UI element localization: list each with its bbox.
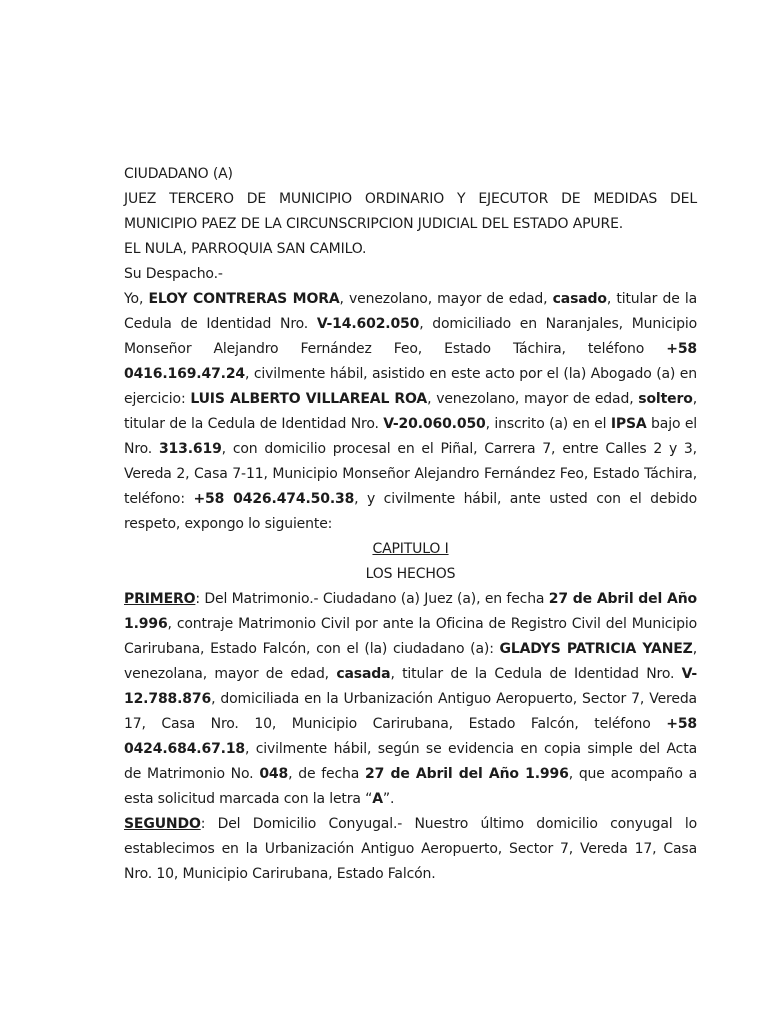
addressee-line: CIUDADANO (A) xyxy=(124,166,233,182)
intro-paragraph: Yo, ELOY CONTRERAS MORA, venezolano, mayor de edad, casado, titular de la Cedula de Identidad Nro. V-14.602.050, domiciliado en Naranjales, Municipio Monseñor Alejandro Fernández Feo, Estado Táchira, teléfono +58 0416.169.47.24, civilmente hábil, asistido en este acto por el (la) Abogado (a) en ejercicio: LUIS ALBERTO VILLAREAL ROA, venezolano, mayor de edad, soltero, titular de la Cedula de Identidad Nro. V-20.060.050, inscrito (a) en el IPSA bajo el Nro. 313.619, con domicilio procesal en el Piñal, Carrera 7, entre Calles 2 y 3, Vereda 2, Casa 7-11, Municipio Monseñor Alejandro Fernández Feo, Estado Táchira, teléfono: +58 0426.474.50.38, y civilmente hábil, ante usted con el debido respeto, expongo lo siguiente: xyxy=(124,291,698,532)
segundo-paragraph: SEGUNDO: Del Domicilio Conyugal.- Nuestro último domicilio conyugal lo establecimos en la Urbanización Antiguo Aeropuerto, Sector 7, Vereda 17, Casa Nro. 10, Municipio Carirubana, Estado Falcón. xyxy=(124,816,697,882)
petitioner-phone: +58 0416.169.47.24 xyxy=(124,341,697,382)
ipsa-label: IPSA xyxy=(610,416,647,432)
act-date: 27 de Abril del Año 1.996 xyxy=(365,766,569,782)
petitioner-name: ELOY CONTRERAS MORA xyxy=(148,291,340,307)
marriage-date: 27 de Abril del Año 1.996 xyxy=(124,591,697,632)
act-number: 048 xyxy=(259,766,289,782)
document-body xyxy=(124,162,697,887)
lawyer-phone: +58 0426.474.50.38 xyxy=(193,491,355,507)
salutation-line: Su Despacho.- xyxy=(124,266,223,282)
chapter-title: CAPITULO I xyxy=(372,541,449,557)
spouse-id: V-12.788.876 xyxy=(124,666,697,707)
attachment-letter: A xyxy=(372,791,383,807)
chapter-subtitle: LOS HECHOS xyxy=(365,566,456,582)
primero-label: PRIMERO xyxy=(124,591,196,607)
ipsa-number: 313.619 xyxy=(158,441,222,457)
lawyer-status: soltero xyxy=(638,391,693,407)
lawyer-id: V-20.060.050 xyxy=(383,416,486,432)
spouse-status: casada xyxy=(336,666,391,682)
segundo-label: SEGUNDO xyxy=(124,816,201,832)
spouse-phone: +58 0424.684.67.18 xyxy=(124,716,697,757)
petitioner-status: casado xyxy=(552,291,607,307)
location-line: EL NULA, PARROQUIA SAN CAMILO. xyxy=(124,241,367,257)
lawyer-name: LUIS ALBERTO VILLAREAL ROA xyxy=(190,391,428,407)
petitioner-id: V-14.602.050 xyxy=(316,316,420,332)
spouse-name: GLADYS PATRICIA YANEZ xyxy=(499,641,693,657)
court-heading: JUEZ TERCERO DE MUNICIPIO ORDINARIO Y EJECUTOR DE MEDIDAS DEL MUNICIPIO PAEZ DE LA CIRCUNSCRIPCION JUDICIAL DEL ESTADO APURE. xyxy=(124,191,697,232)
primero-paragraph: PRIMERO: Del Matrimonio.- Ciudadano (a) Juez (a), en fecha 27 de Abril del Año 1.996, contraje Matrimonio Civil por ante la Oficina de Registro Civil del Municipio Carirubana, Estado Falcón, con el (la) ciudadano (a): GLADYS PATRICIA YANEZ, venezolana, mayor de edad, casada, titular de la Cedula de Identidad Nro. V-12.788.876, domiciliada en la Urbanización Antiguo Aeropuerto, Sector 7, Vereda 17, Casa Nro. 10, Municipio Carirubana, Estado Falcón, teléfono +58 0424.684.67.18, civilmente hábil, según se evidencia en copia simple del Acta de Matrimonio No. 048, de fecha 27 de Abril del Año 1.996, que acompaño a esta solicitud marcada con la letra “A”. xyxy=(124,591,698,807)
